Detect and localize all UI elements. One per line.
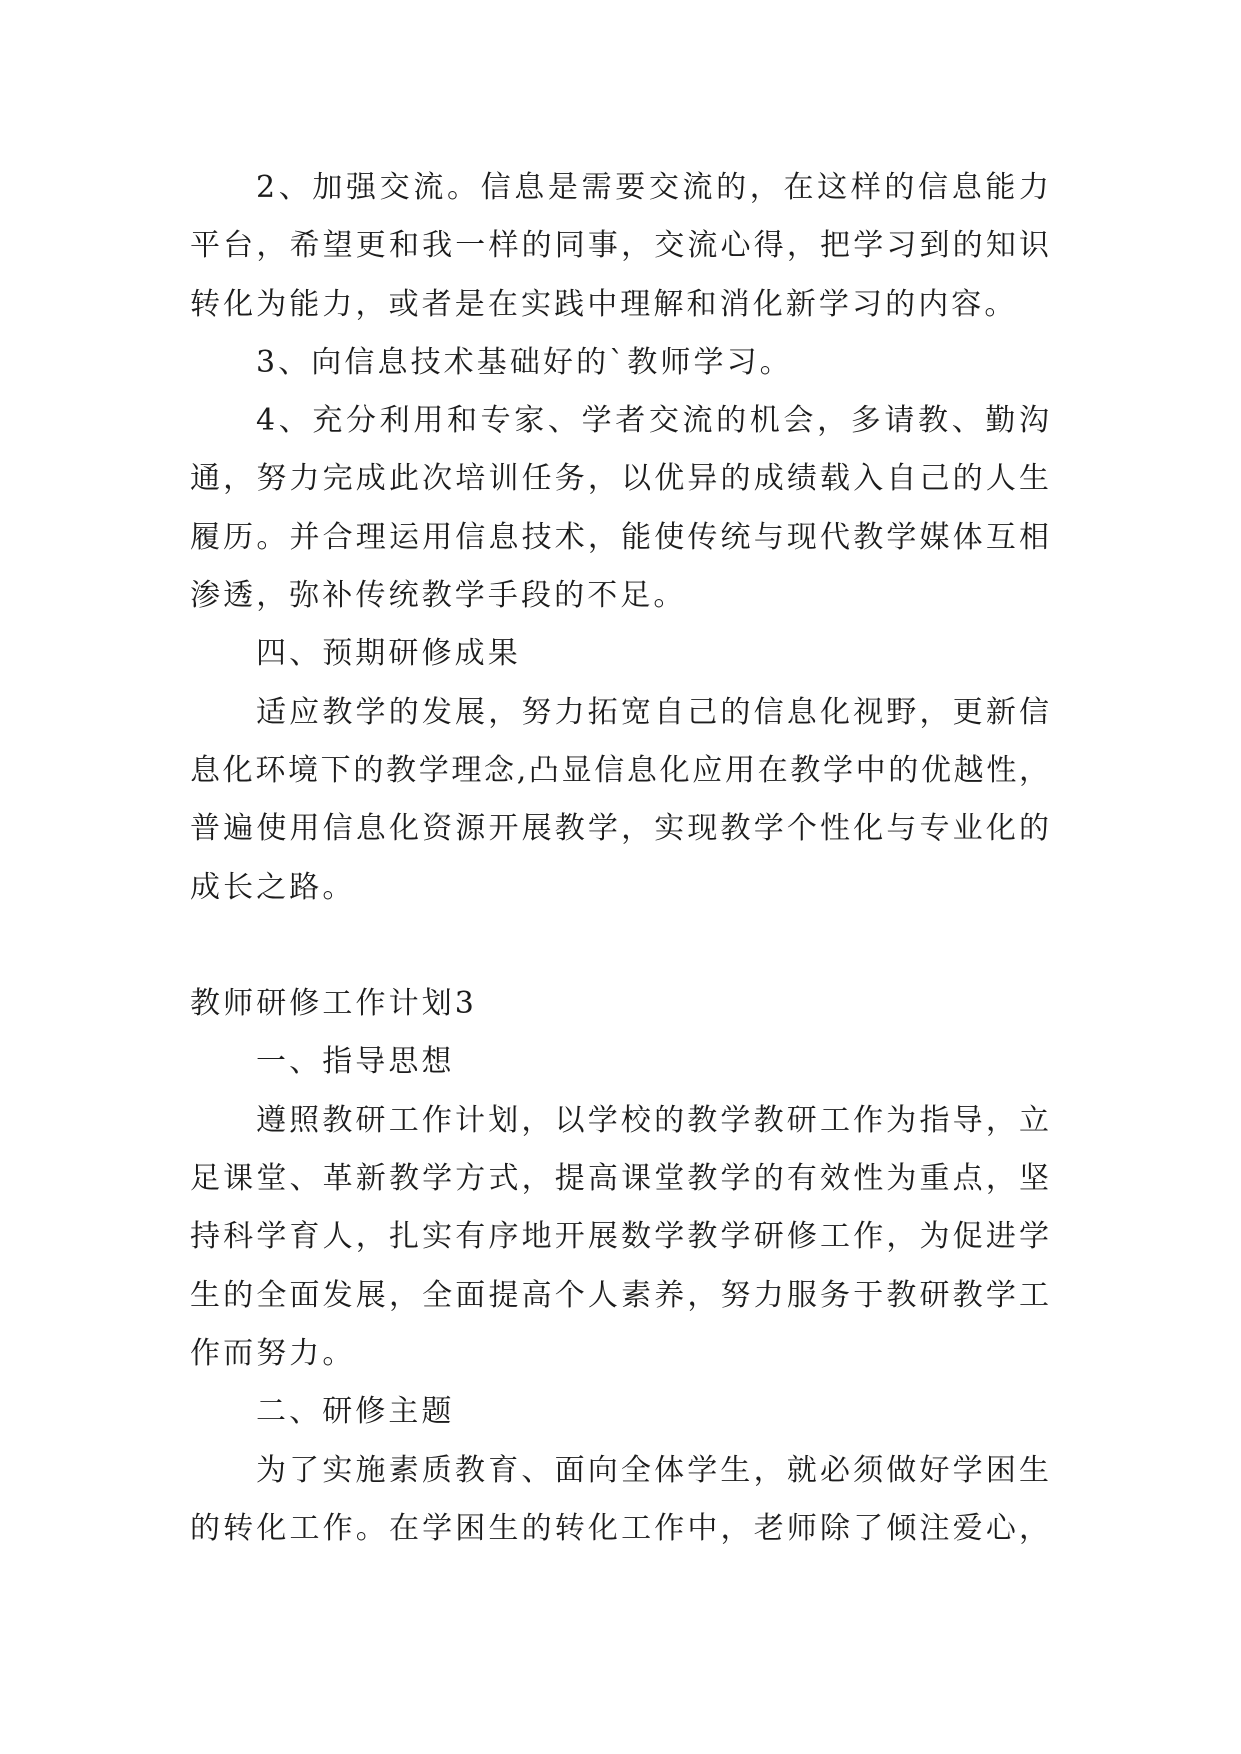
paragraph-line: 2、加强交流。信息是需要交流的，在这样的信息能力 [256, 170, 1051, 205]
heading-line: 一、指导思想 [256, 1044, 455, 1080]
paragraph-line: 渗透，弥补传统教学手段的不足。 [190, 578, 687, 614]
paragraph-line: 履历。并合理运用信息技术，能使传统与现代教学媒体互相 [190, 519, 1051, 555]
section-title: 教师研修工作计划3 [190, 986, 477, 1022]
heading-expected-outcomes [190, 625, 1051, 683]
paragraph-line: 适应教学的发展，努力拓宽自己的信息化视野，更新信 [256, 694, 1051, 730]
paragraph-outcomes [190, 684, 1051, 917]
paragraph-line: 为了实施素质教育、面向全体学生，就必须做好学困生 [256, 1452, 1051, 1488]
paragraph-guiding-thought [190, 1092, 1051, 1383]
paragraph-line: 成长之路。 [190, 869, 356, 905]
heading-line: 四、预期研修成果 [256, 636, 521, 672]
paragraph-line: 足课堂、革新教学方式，提高课堂教学的有效性为重点，坚 [190, 1161, 1051, 1197]
paragraph-line: 平台，希望更和我一样的同事，交流心得，把学习到的知识 [190, 228, 1051, 264]
paragraph-line: 4、充分利用和专家、学者交流的机会，多请教、勤沟 [256, 403, 1051, 439]
paragraph-line: 息化环境下的教学理念,凸显信息化应用在教学中的优越性， [190, 752, 1051, 788]
heading-guiding-thought [190, 1033, 1051, 1091]
paragraph-line: 通，努力完成此次培训任务，以优异的成绩载入自己的人生 [190, 461, 1051, 497]
paragraph-line: 的转化工作。在学困生的转化工作中，老师除了倾注爱心， [190, 1510, 1051, 1546]
paragraph-line: 作而努力。 [190, 1335, 356, 1371]
paragraph-line: 普遍使用信息化资源开展教学，实现教学个性化与专业化的 [190, 811, 1051, 847]
paragraph-line: 遵照教研工作计划，以学校的教学教研工作为指导，立 [256, 1102, 1051, 1138]
document-body [190, 159, 1051, 1558]
paragraph-strengthen-exchange [190, 159, 1051, 334]
paragraph-expert-exchange [190, 392, 1051, 625]
paragraph-research-theme [190, 1442, 1051, 1559]
heading-line: 二、研修主题 [256, 1394, 455, 1430]
paragraph-line: 转化为能力，或者是在实践中理解和消化新学习的内容。 [190, 286, 1018, 322]
paragraph-line: 持科学育人，扎实有序地开展数学教学研修工作，为促进学 [190, 1219, 1051, 1255]
paragraph-line: 3、向信息技术基础好的`教师学习。 [256, 344, 793, 380]
paragraph-line: 生的全面发展，全面提高个人素养，努力服务于教研教学工 [190, 1277, 1051, 1313]
heading-research-theme [190, 1383, 1051, 1441]
blank-line [190, 917, 1051, 975]
paragraph-learn-from-teachers [190, 334, 1051, 392]
